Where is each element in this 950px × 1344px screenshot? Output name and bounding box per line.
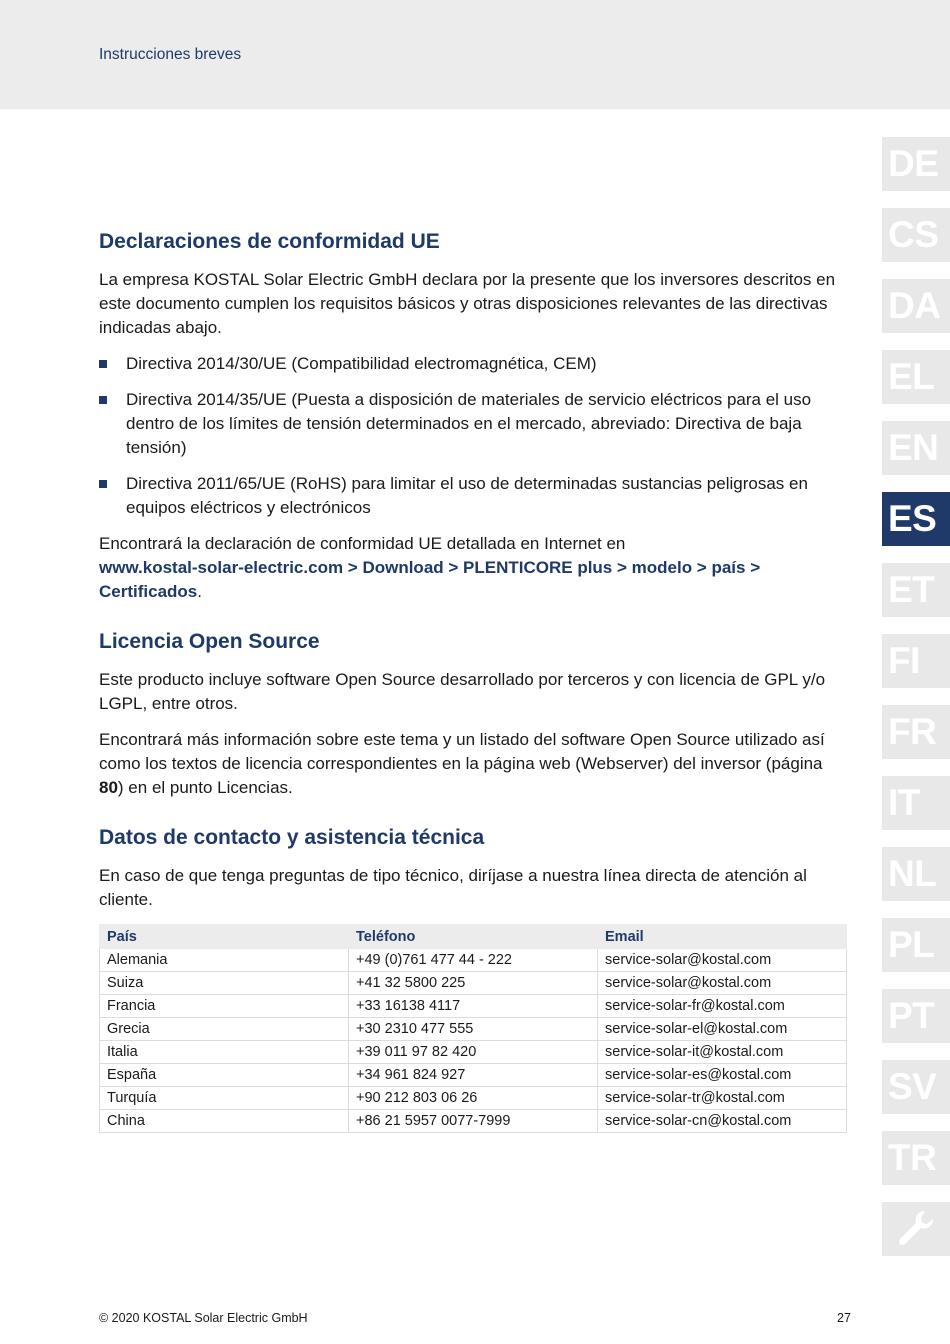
- cell-email: service-solar@kostal.com: [598, 949, 847, 972]
- cell-country: Turquía: [100, 1087, 349, 1110]
- tools-tab[interactable]: [882, 1202, 950, 1256]
- table-row: [100, 1041, 847, 1064]
- cell-email: service-solar-el@kostal.com: [598, 1018, 847, 1041]
- lang-tab-da[interactable]: DA: [882, 279, 950, 333]
- lang-tab-sv[interactable]: SV: [882, 1060, 950, 1114]
- heading-eu-conformity: Declaraciones de conformidad UE: [99, 230, 440, 253]
- directive-item: Directiva 2011/65/UE (RoHS) para limitar el uso de determinadas sustancias peligrosas en equipos eléctricos y electrónicos: [99, 472, 847, 520]
- cell-country: España: [100, 1064, 349, 1087]
- heading-open-source: Licencia Open Source: [99, 630, 320, 653]
- lang-tab-fr[interactable]: FR: [882, 705, 950, 759]
- lang-tab-et[interactable]: ET: [882, 563, 950, 617]
- cell-country: Alemania: [100, 949, 349, 972]
- lang-tab-tr[interactable]: TR: [882, 1131, 950, 1185]
- directive-list: [99, 352, 847, 520]
- declaration-link-suffix: .: [197, 582, 202, 601]
- cell-country: Suiza: [100, 972, 349, 995]
- lang-tab-cs[interactable]: CS: [882, 208, 950, 262]
- lang-tab-nl[interactable]: NL: [882, 847, 950, 901]
- table-row: [100, 972, 847, 995]
- cell-email: service-solar-fr@kostal.com: [598, 995, 847, 1018]
- contact-intro: En caso de que tenga preguntas de tipo técnico, diríjase a nuestra línea directa de atención al cliente.: [99, 866, 807, 909]
- open-source-para2-text: Encontrará más información sobre este tema y un listado del software Open Source utilizado así como los textos de licencia correspondientes en la página web (Webserver) del inversor (página: [99, 730, 825, 773]
- page-number: 27: [837, 1311, 851, 1325]
- footer-copyright: © 2020 KOSTAL Solar Electric GmbH: [99, 1311, 308, 1325]
- cell-country: Italia: [100, 1041, 349, 1064]
- cell-phone: +33 16138 4117: [349, 995, 598, 1018]
- cell-country: China: [100, 1110, 349, 1133]
- cell-phone: +39 011 97 82 420: [349, 1041, 598, 1064]
- table-row: [100, 949, 847, 972]
- table-row: [100, 1087, 847, 1110]
- table-row: [100, 1110, 847, 1133]
- cell-country: Francia: [100, 995, 349, 1018]
- declaration-link-intro: Encontrará la declaración de conformidad UE detallada en Internet en: [99, 534, 626, 553]
- open-source-para2-end: ) en el punto Licencias.: [117, 778, 293, 797]
- wrench-icon: [894, 1207, 938, 1251]
- lang-tab-fi[interactable]: FI: [882, 634, 950, 688]
- lang-tab-pt[interactable]: PT: [882, 989, 950, 1043]
- language-tabs: [882, 137, 950, 1273]
- cell-email: service-solar-cn@kostal.com: [598, 1110, 847, 1133]
- declaration-link[interactable]: www.kostal-solar-electric.com > Download > PLENTICORE plus > modelo > país > Certificados: [99, 558, 761, 601]
- table-row: [100, 995, 847, 1018]
- cell-email: service-solar-it@kostal.com: [598, 1041, 847, 1064]
- cell-email: service-solar@kostal.com: [598, 972, 847, 995]
- contact-table: [99, 924, 847, 1133]
- lang-tab-el[interactable]: EL: [882, 350, 950, 404]
- header-band: [0, 0, 950, 109]
- open-source-para2: [99, 728, 847, 800]
- cell-phone: +41 32 5800 225: [349, 972, 598, 995]
- lang-tab-es[interactable]: ES: [882, 492, 950, 546]
- cell-email: service-solar-es@kostal.com: [598, 1064, 847, 1087]
- open-source-para1: Este producto incluye software Open Source desarrollado por terceros y con licencia de GPL y/o LGPL, entre otros.: [99, 670, 826, 713]
- lang-tab-de[interactable]: DE: [882, 137, 950, 191]
- cell-phone: +90 212 803 06 26: [349, 1087, 598, 1110]
- column-header-country: País: [100, 925, 349, 949]
- page-content: [99, 227, 847, 1133]
- eu-conformity-intro: La empresa KOSTAL Solar Electric GmbH declara por la presente que los inversores descritos en este documento cumplen los requisitos básicos y otras disposiciones relevantes de las directivas indicadas abajo.: [99, 270, 836, 337]
- directive-item: Directiva 2014/35/UE (Puesta a disposición de materiales de servicio eléctricos para el uso dentro de los límites de tensión determinados en el mercado, abreviado: Directiva de baja tensión): [99, 388, 847, 460]
- cell-phone: +34 961 824 927: [349, 1064, 598, 1087]
- heading-contact: Datos de contacto y asistencia técnica: [99, 826, 485, 849]
- page-reference: 80: [99, 778, 118, 797]
- cell-phone: +30 2310 477 555: [349, 1018, 598, 1041]
- cell-email: service-solar-tr@kostal.com: [598, 1087, 847, 1110]
- lang-tab-it[interactable]: IT: [882, 776, 950, 830]
- table-row: [100, 1064, 847, 1087]
- column-header-email: Email: [598, 925, 847, 949]
- lang-tab-en[interactable]: EN: [882, 421, 950, 475]
- declaration-link-paragraph: [99, 532, 847, 604]
- table-header-row: [100, 925, 847, 949]
- cell-phone: +86 21 5957 0077-7999: [349, 1110, 598, 1133]
- table-row: [100, 1018, 847, 1041]
- column-header-phone: Teléfono: [349, 925, 598, 949]
- cell-country: Grecia: [100, 1018, 349, 1041]
- cell-phone: +49 (0)761 477 44 - 222: [349, 949, 598, 972]
- header-title: Instrucciones breves: [99, 46, 242, 63]
- directive-item: Directiva 2014/30/UE (Compatibilidad electromagnética, CEM): [99, 352, 847, 376]
- lang-tab-pl[interactable]: PL: [882, 918, 950, 972]
